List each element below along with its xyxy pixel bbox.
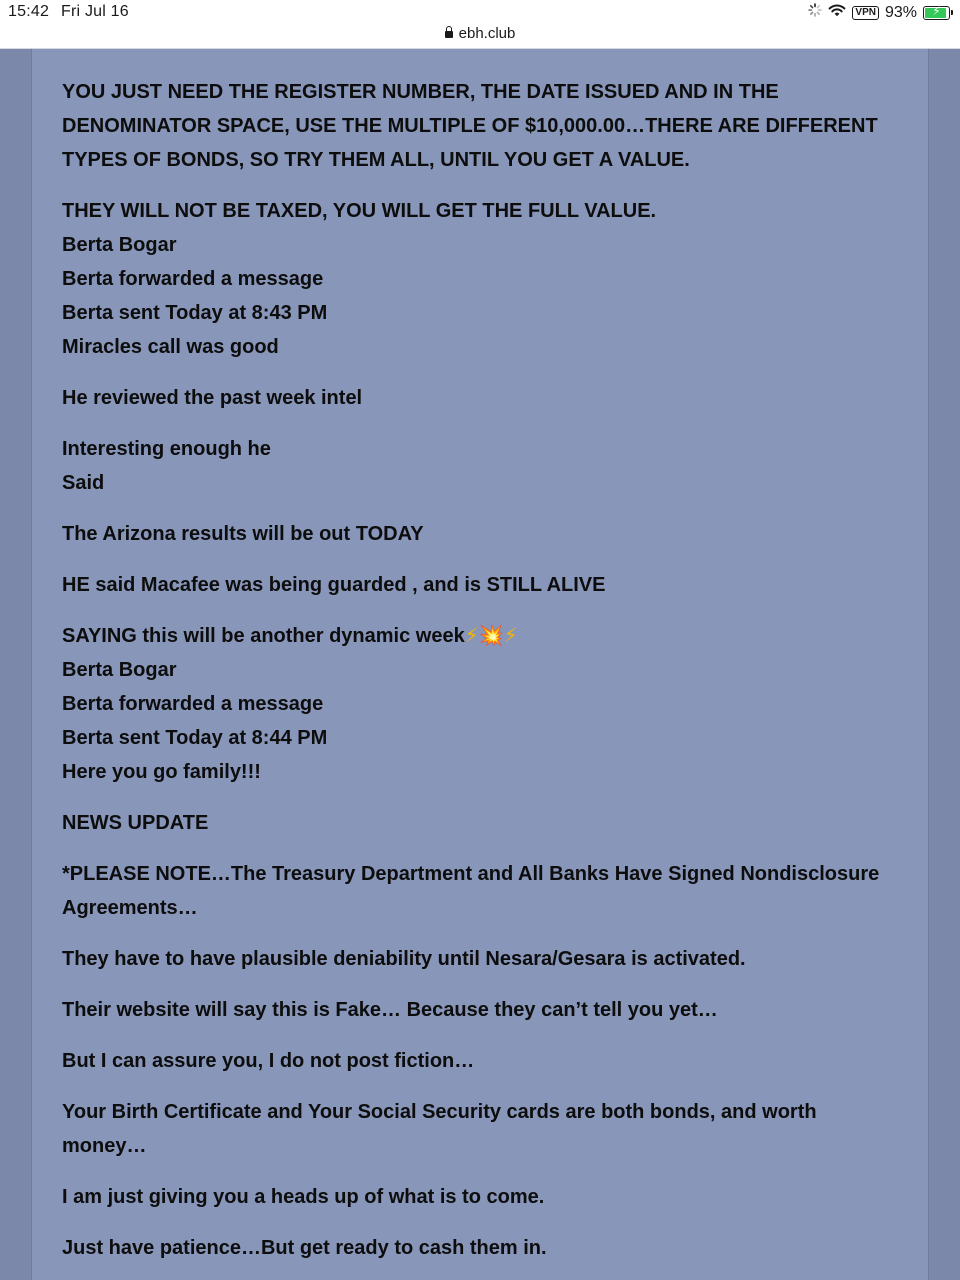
message-forwarded-note: Berta forwarded a message [62,693,324,715]
article-paragraph: He reviewed the past week intel [62,387,363,409]
article-paragraph: *PLEASE NOTE…The Treasury Department and All Banks Have Signed Nondisclosure Agreements… [62,863,880,919]
collision-emoji-icon: 💥 [478,625,504,647]
vpn-badge: VPN [852,6,879,20]
article-content [31,49,929,1280]
article-paragraph: Here you go family!!! [62,761,261,783]
article-paragraph: Just have patience…But get ready to cash them in. [62,1237,547,1259]
article-paragraph: THEY WILL NOT BE TAXED, YOU WILL GET THE FULL VALUE. [62,200,657,222]
status-left [8,3,129,21]
article-paragraph: HE said Macafee was being guarded , and is STILL ALIVE [62,574,606,596]
address-bar[interactable] [0,25,960,42]
battery-percent: 93% [884,3,917,21]
article-paragraph: Your Birth Certificate and Your Social Security cards are both bonds, and worth money… [62,1101,817,1157]
lock-icon [445,31,453,38]
wifi-icon [828,3,846,22]
battery-charging-icon [923,3,950,20]
address-url: ebh.club [458,25,516,42]
article-paragraph [62,619,898,653]
message-author: Berta Bogar [62,234,177,256]
message-forwarded-note: Berta forwarded a message [62,268,324,290]
charging-bolt-icon: ⚡ [932,3,941,18]
status-date: Fri Jul 16 [61,3,129,20]
paragraph-text: SAYING this will be another dynamic week [62,625,465,647]
status-right [808,3,950,22]
activity-spinner-icon [808,3,822,22]
message-author: Berta Bogar [62,659,177,681]
article-paragraph: Their website will say this is Fake… Because they can’t tell you yet… [62,999,718,1021]
lightning-emoji-icon: ⚡ [464,625,479,647]
ios-status-bar [0,0,960,49]
article-paragraph: I am just giving you a heads up of what is to come. [62,1186,545,1208]
article-paragraph: Miracles call was good [62,336,279,358]
message-sent-time: Berta sent Today at 8:43 PM [62,302,328,324]
article-paragraph: But I can assure you, I do not post fiction… [62,1050,475,1072]
web-page [0,49,960,1280]
article-paragraph: The Arizona results will be out TODAY [62,523,424,545]
article-paragraph: They have to have plausible deniability until Nesara/Gesara is activated. [62,948,746,970]
article-paragraph: Said [62,472,105,494]
message-sent-time: Berta sent Today at 8:44 PM [62,727,328,749]
article-heading: NEWS UPDATE [62,812,209,834]
status-time: 15:42 [8,3,50,20]
article-paragraph: YOU JUST NEED THE REGISTER NUMBER, THE DATE ISSUED AND IN THE DENOMINATOR SPACE, USE THE MULTIPLE OF $10,000.00…THERE ARE DIFFERENT TYPES OF BONDS, SO TRY THEM ALL, UNTIL YOU GET A VALUE. [62,81,878,171]
article-paragraph: Interesting enough he [62,438,271,460]
lightning-emoji-icon: ⚡ [503,625,518,647]
